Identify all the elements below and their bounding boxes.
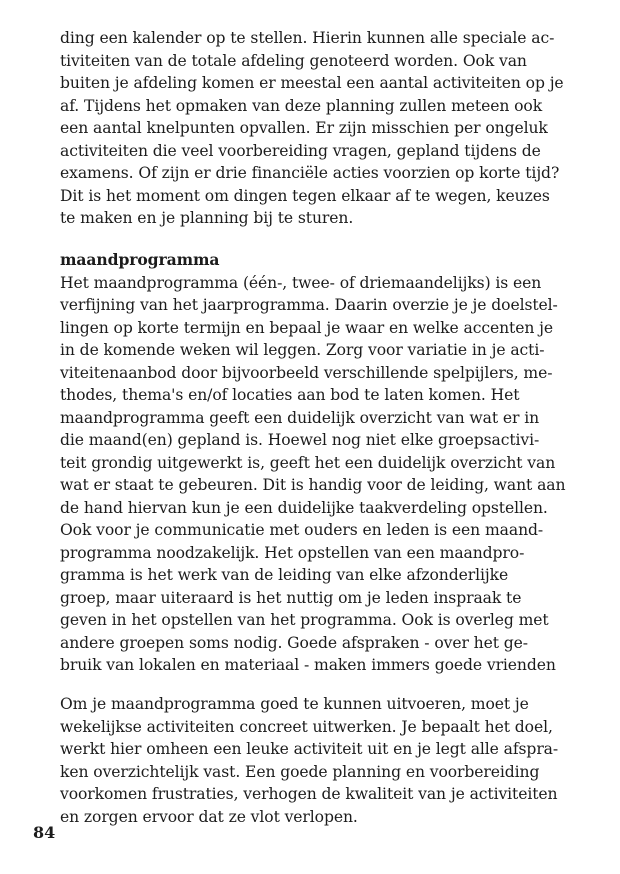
text-line: tiviteiten van de totale afdeling genoteerd worden. Ook van xyxy=(60,51,527,70)
text-line: groep, maar uiteraard is het nuttig om je leden inspraak te xyxy=(60,588,522,607)
text-line: buiten je afdeling komen er meestal een aantal activiteiten op je xyxy=(60,74,564,92)
text-line: gramma is het werk van de leiding van elke afzonderlijke xyxy=(60,566,509,584)
text-line: wekelijkse activiteiten concreet uitwerken. Je bepaalt het doel, xyxy=(60,717,553,736)
text-line: thodes, thema's en/of locaties aan bod te laten komen. Het xyxy=(60,386,520,404)
text-line: maandprogramma geeft een duidelijk overzicht van wat er in xyxy=(60,408,540,427)
section-maandprogramma xyxy=(60,249,566,677)
text-line: in de komende weken wil leggen. Zorg voor variatie in je acti- xyxy=(60,341,545,359)
text-line: bruik van lokalen en materiaal - maken immers goede vrienden xyxy=(60,656,556,674)
text-line: Dit is het moment om dingen tegen elkaar af te wegen, keuzes xyxy=(60,186,550,205)
text-line: de hand hiervan kun je een duidelijke taakverdeling opstellen. xyxy=(60,498,548,517)
text-line: Ook voor je communicatie met ouders en leden is een maand- xyxy=(60,521,544,539)
text-line: wat er staat te gebeuren. Dit is handig voor de leiding, want aan xyxy=(60,476,566,494)
text-line: ken overzichtelijk vast. Een goede planning en voorbereiding xyxy=(60,762,540,781)
text-line: een aantal knelpunten opvallen. Er zijn misschien per ongeluk xyxy=(60,119,548,137)
text-line: andere groepen soms nodig. Goede afspraken - over het ge- xyxy=(60,633,528,652)
text-line: die maand(en) gepland is. Hoewel nog niet elke groepsactivi- xyxy=(60,431,540,449)
text-line: en zorgen ervoor dat ze vlot verlopen. xyxy=(60,807,358,826)
text-line: Het maandprogramma (één-, twee- of driemaandelijks) is een xyxy=(60,273,542,292)
text-line: voorkomen frustraties, verhogen de kwaliteit van je activiteiten xyxy=(60,785,558,803)
text-line: examens. Of zijn er drie financiële acties voorzien op korte tijd? xyxy=(60,164,560,182)
text-line: ding een kalender op te stellen. Hierin kunnen alle speciale ac- xyxy=(60,29,555,47)
text-line: af. Tijdens het opmaken van deze planning zullen meteen ook xyxy=(60,96,543,115)
text-line: te maken en je planning bij te sturen. xyxy=(60,209,354,227)
paragraph-calendar xyxy=(60,27,564,230)
paragraph-weekly-activities xyxy=(60,693,560,828)
text-line: verfijning van het jaarprogramma. Daarin overzie je je doelstel- xyxy=(60,296,558,314)
text-line: programma noodzakelijk. Het opstellen van een maandpro- xyxy=(60,543,525,562)
page-number: 84 xyxy=(33,823,56,842)
text-line: lingen op korte termijn en bepaal je waar en welke accenten je xyxy=(60,318,554,337)
text-line: activiteiten die veel voorbereiding vragen, gepland tijdens de xyxy=(60,141,541,160)
text-line: geven in het opstellen van het programma. Ook is overleg met xyxy=(60,611,549,629)
text-line: viteitenaanbod door bijvoorbeeld verschillende spelpijlers, me- xyxy=(60,363,553,382)
text-line: teit grondig uitgewerkt is, geeft het een duidelijk overzicht van xyxy=(60,453,556,472)
text-line: werkt hier omheen een leuke activiteit uit en je legt alle afspra- xyxy=(60,740,559,758)
section-heading: maandprogramma xyxy=(60,250,220,269)
text-line: Om je maandprogramma goed te kunnen uitvoeren, moet je xyxy=(60,695,529,713)
